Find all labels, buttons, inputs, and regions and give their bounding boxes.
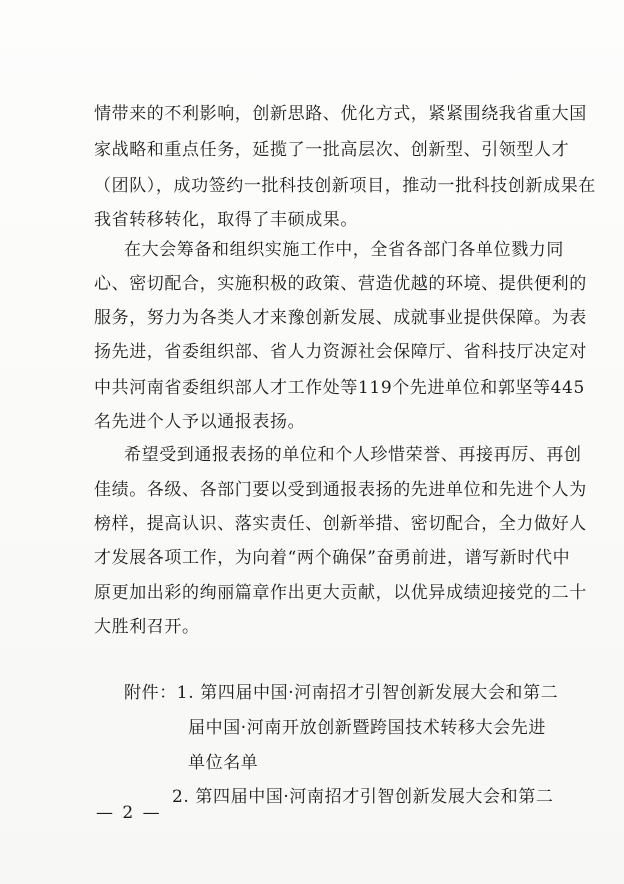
paragraph-line: 服务，努力为各类人才来豫创新发展、成就事业提供保障。为表: [94, 308, 587, 328]
paragraph-line: 我省转移转化，取得了丰硕成果。: [94, 210, 358, 230]
paragraph-line: 家战略和重点任务，延揽了一批高层次、创新型、引领型人才: [94, 140, 570, 160]
paragraph-line: 原更加出彩的绚丽篇章作出更大贡献，以优异成绩迎接党的二十: [94, 583, 587, 603]
paragraph-line: 佳绩。各级、各部门要以受到通报表扬的先进单位和先进个人为: [94, 480, 587, 500]
paragraph-line: 扬先进，省委组织部、省人力资源社会保障厅、省科技厅决定对: [94, 342, 587, 362]
paragraph-line: 情带来的不利影响，创新思路、优化方式，紧紧围绕我省重大国: [94, 104, 587, 124]
paragraph-line: 才发展各项工作，为向着“两个确保”奋勇前进，谱写新时代中: [94, 548, 571, 568]
paragraph-line: 大胜利召开。: [94, 617, 200, 637]
paragraph-line: 心、密切配合，实施积极的政策、营造优越的环境、提供便利的: [94, 274, 587, 294]
paragraph-line: 榜样，提高认识、落实责任、创新举措、密切配合，全力做好人: [94, 514, 587, 534]
paragraph-line: 中共河南省委组织部人才工作处等119个先进单位和郭坚等445: [94, 378, 585, 398]
paragraph-line: 在大会筹备和组织实施工作中，全省各部门各单位戮力同: [124, 240, 564, 260]
page-number: — 2 —: [96, 803, 162, 823]
attachment-item-1-line: 单位名单: [188, 753, 259, 773]
attachment-item-1-line: 附件：1. 第四届中国·河南招才引智创新发展大会和第二: [124, 683, 559, 703]
paragraph-line: （团队），成功签约一批科技创新项目，推动一批科技创新成果在: [94, 176, 596, 196]
paragraph-line: 希望受到通报表扬的单位和个人珍惜荣誉、再接再厉、再创: [124, 445, 582, 465]
paragraph-line: 名先进个人予以通报表扬。: [94, 412, 306, 432]
attachment-item-2-line: 2. 第四届中国·河南招才引智创新发展大会和第二: [172, 787, 554, 807]
attachment-item-1-line: 届中国·河南开放创新暨跨国技术转移大会先进: [188, 718, 547, 738]
